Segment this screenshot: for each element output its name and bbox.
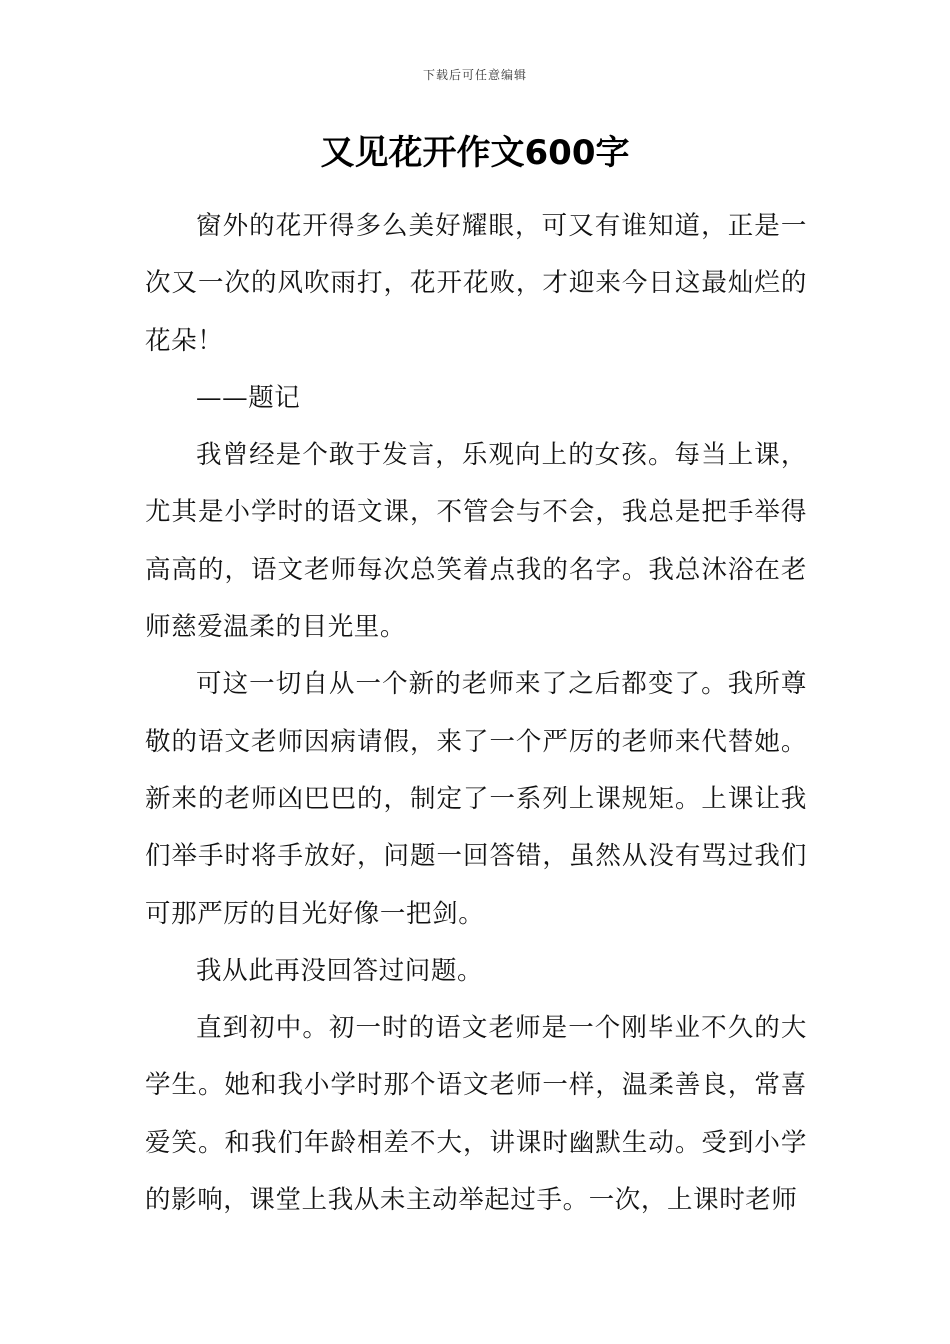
paragraph-epigraph-note: ——题记 [196,382,301,413]
paragraph-1: 窗外的花开得多么美好耀眼，可又有谁知道，正是一次又一次的风吹雨打，花开花败，才迎来今日这最灿烂的花朵！ [145,211,807,356]
paragraph-2: 我曾经是个敢于发言，乐观向上的女孩。每当上课，尤其是小学时的语文课，不管会与不会，我总是把手举得高高的，语文老师每次总笑着点我的名字。我总沐浴在老师慈爱温柔的目光里。 [145,440,807,643]
paragraph-5: 直到初中。初一时的语文老师是一个刚毕业不久的大学生。她和我小学时那个语文老师一样，温柔善良，常喜爱笑。和我们年龄相差不大，讲课时幽默生动。受到小学的影响，课堂上我从未主动举起过手。一次，上课时老师 [145,1013,807,1216]
header-note: 下载后可任意编辑 [422,68,527,82]
essay-body [145,198,807,1229]
page-title: 又见花开作文600字 [320,133,630,173]
paragraph-3: 可这一切自从一个新的老师来了之后都变了。我所尊敬的语文老师因病请假，来了一个严厉的老师来代替她。新来的老师凶巴巴的，制定了一系列上课规矩。上课让我们举手时将手放好，问题一回答错，虽然从没有骂过我们可那严厉的目光好像一把剑。 [145,669,807,929]
paragraph-4: 我从此再没回答过问题。 [196,955,484,986]
